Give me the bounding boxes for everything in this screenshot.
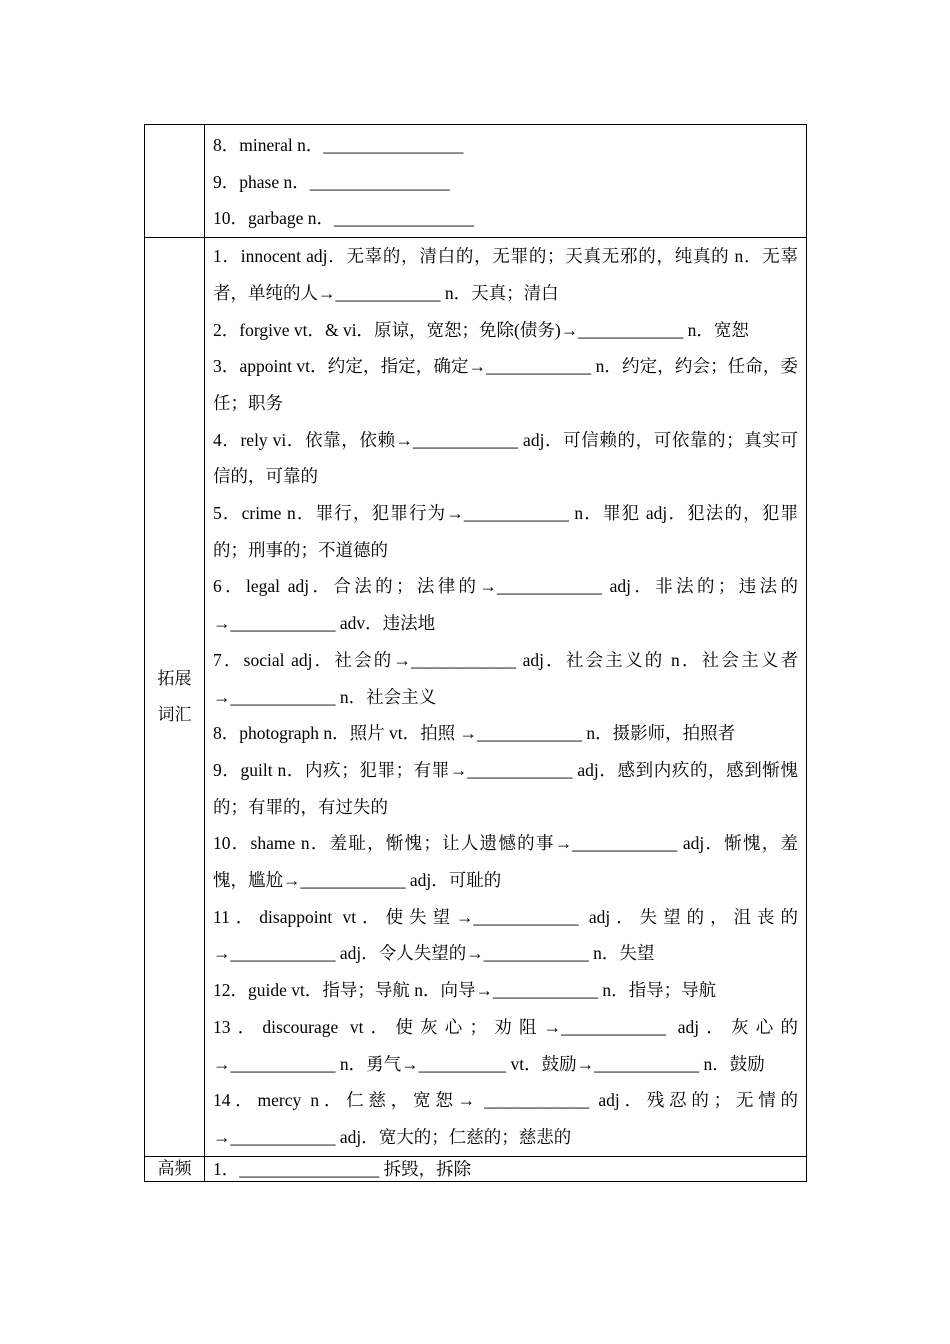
list-item: 1．innocent adj．无辜的，清白的，无罪的；天真无邪的，纯真的 n．无辜者，单纯的人→____________ n．天真；清白: [213, 246, 798, 303]
list-item: 2．forgive vt．& vi．原谅，宽恕；免除(债务)→____________ n．宽恕: [213, 319, 749, 340]
list-item: 13．discourage vt．使灰心；劝阻→____________ adj．灰心的→____________ n．勇气→__________ vt．鼓励→____________ n．鼓励: [213, 1016, 798, 1074]
list-item: 4．rely vi．依靠，依赖→____________ adj．可信赖的，可依靠的；真实可信的，可靠的: [213, 429, 798, 487]
list-item: 9．phase n．________________: [213, 171, 450, 192]
list-item: 10．shame n．羞耻，惭愧；让人遗憾的事→____________ adj．惭愧，羞愧，尴尬→____________ adj．可耻的: [213, 833, 798, 891]
list-item: 8．photograph n．照片 vt．拍照 →____________ n．摄影师，拍照者: [213, 723, 736, 744]
list-item: 6．legal adj．合法的；法律的→____________ adj．非法的；违法的→____________ adv．违法地: [213, 576, 798, 634]
list-item: 8．mineral n．________________: [213, 135, 464, 155]
list-item: 9．guilt n．内疚；犯罪；有罪→____________ adj．感到内疚的，感到惭愧的；有罪的，有过失的: [213, 759, 798, 817]
entries-cell: [205, 238, 807, 1157]
list-item: 12．guide vt．指导；导航 n．向导→____________ n．指导；导航: [213, 980, 717, 1001]
vocabulary-table: [144, 124, 807, 1182]
table-row: [145, 1156, 807, 1181]
list-item: 1．________________ 拆毁，拆除: [213, 1158, 472, 1179]
list-item: 14．mercy n．仁慈，宽恕→ ____________ adj．残忍的；无情的→____________ adj．宽大的；仁慈的；慈悲的: [213, 1090, 798, 1147]
list-item: 11．disappoint vt．使失望→____________ adj．失望的，沮丧的→____________ adj．令人失望的→____________ n．失望: [213, 906, 798, 964]
table-row: [145, 238, 807, 1157]
list-item: 7．social adj．社会的→____________ adj．社会主义的 n．社会主义者→____________ n．社会主义: [213, 649, 798, 707]
list-item: 3．appoint vt．约定，指定，确定→____________ n．约定，约会；任命，委任；职务: [213, 356, 798, 413]
entries-cell: [205, 1156, 807, 1181]
section-label: 高频: [145, 1156, 205, 1181]
section-label: 拓展词汇: [145, 238, 205, 1157]
table-row: [145, 125, 807, 238]
entries-cell: [205, 125, 807, 238]
section-label: [145, 125, 205, 238]
list-item: 10．garbage n．________________: [213, 208, 475, 229]
list-item: 5．crime n．罪行，犯罪行为→____________ n．罪犯 adj．犯法的，犯罪的；刑事的；不道德的: [213, 503, 798, 560]
